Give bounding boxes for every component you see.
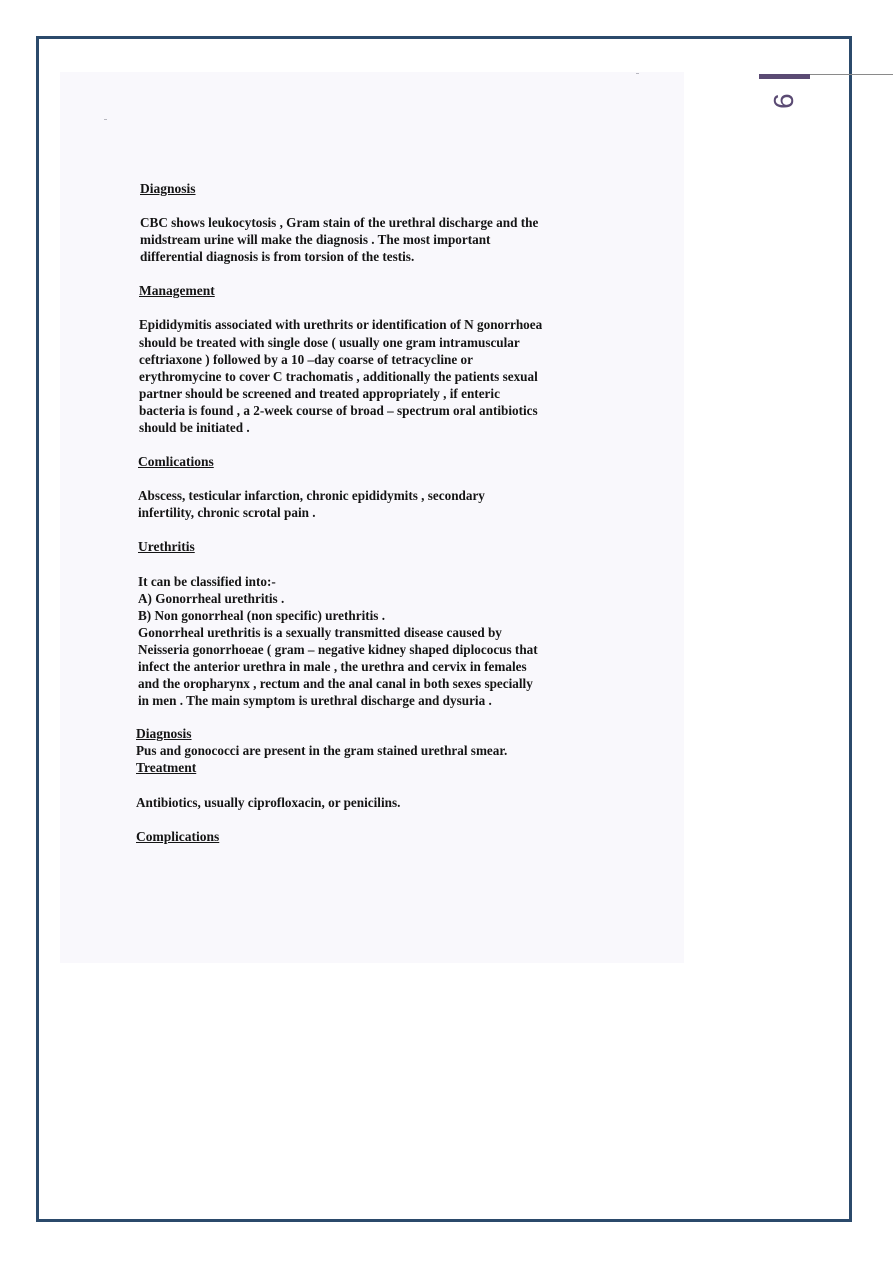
text-line: Neisseria gonorrhoeae ( gram – negative kidney shaped diplococus that: [138, 641, 538, 657]
section-complications-gonorrhea: [136, 828, 606, 845]
text-line: should be initiated .: [139, 420, 250, 436]
paragraph: [136, 794, 606, 811]
section-diagnosis-gonorrhea: [136, 725, 606, 759]
text-line: erythromycine to cover C trachomatis , additionally the patients sexual: [139, 368, 538, 384]
section-treatment: [136, 759, 606, 810]
text-line: A) Gonorrheal urethritis .: [138, 590, 285, 606]
page-number-rule: [810, 74, 893, 75]
text-line: ceftriaxone ) followed by a 10 –day coarse of tetracycline or: [139, 351, 473, 367]
text-line: differential diagnosis is from torsion of the testis.: [140, 249, 415, 265]
text-line: Gonorrheal urethritis is a sexually transmitted disease caused by: [138, 624, 502, 640]
section-heading: Treatment: [136, 760, 197, 776]
text-line: midstream urine will make the diagnosis . The most important: [140, 232, 491, 248]
scan-speck: [104, 119, 107, 120]
document-body: [136, 180, 606, 845]
section-heading: Diagnosis: [136, 726, 192, 742]
text-line: infertility, chronic scrotal pain .: [138, 505, 316, 521]
section-heading: Management: [139, 283, 215, 299]
page-number-accent-bar: [759, 74, 810, 79]
section-heading: Comlications: [138, 454, 214, 470]
text-line: and the oropharynx , rectum and the anal canal in both sexes specially: [138, 676, 533, 692]
text-line: Pus and gonococci are present in the gram stained urethral smear.: [136, 743, 508, 759]
text-line: infect the anterior urethra in male , the urethra and cervix in females: [138, 658, 527, 674]
section-diagnosis: [136, 180, 606, 265]
text-line: CBC shows leukocytosis , Gram stain of the urethral discharge and the: [140, 215, 539, 231]
page-number: 9: [768, 93, 799, 109]
section-heading: Complications: [136, 828, 220, 844]
text-line: Epididymitis associated with urethrits or identification of N gonorrhoea: [139, 317, 543, 333]
text-line: Antibiotics, usually ciprofloxacin, or penicilins.: [136, 794, 401, 810]
paragraph: [139, 316, 606, 436]
section-management: [136, 282, 606, 436]
section-urethritis: [136, 538, 606, 709]
text-line: B) Non gonorrheal (non specific) urethritis .: [138, 607, 386, 623]
text-line: It can be classified into:-: [138, 573, 276, 589]
section-heading: Diagnosis: [140, 181, 196, 196]
paragraph: [140, 214, 606, 265]
text-line: in men . The main symptom is urethral discharge and dysuria .: [138, 693, 492, 709]
paragraph: [138, 573, 606, 710]
text-line: should be treated with single dose ( usually one gram intramuscular: [139, 334, 520, 350]
section-complications: [136, 453, 606, 521]
text-line: bacteria is found , a 2-week course of broad – spectrum oral antibiotics: [139, 402, 538, 418]
paragraph: [138, 487, 606, 521]
text-line: Abscess, testicular infarction, chronic epididymits , secondary: [138, 488, 485, 504]
section-heading: Urethritis: [138, 539, 195, 555]
scan-speck: [636, 73, 639, 74]
text-line: partner should be screened and treated appropriately , if enteric: [139, 385, 500, 401]
paragraph: [136, 742, 606, 759]
